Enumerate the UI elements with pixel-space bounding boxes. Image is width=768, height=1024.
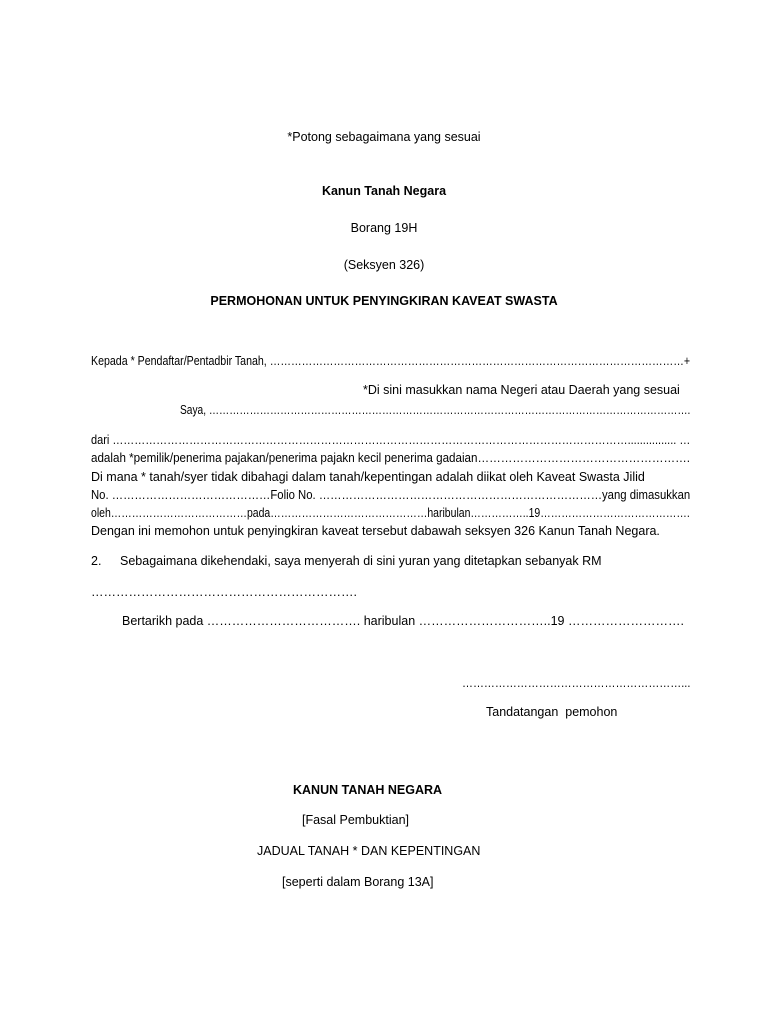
fee-item-number: 2. xyxy=(91,554,102,568)
state-note: *Di sini masukkan nama Negeri atau Daerah yang sesuai xyxy=(363,383,680,397)
paragraph-line: No. ……………………………………Folio No. …………………………………………………………………yang dimasukkan xyxy=(91,488,691,502)
paragraph-line: oleh…………………………………pada………………………………………haribulan……………..19……………………………………. xyxy=(91,506,690,520)
schedule-reference: [seperti dalam Borang 13A] xyxy=(282,875,434,889)
date-line: Bertarikh pada ………………………………. haribulan …………………………..19 ………………………. xyxy=(122,614,684,628)
form-title: PERMOHONAN UNTUK PENYINGKIRAN KAVEAT SWASTA xyxy=(210,294,558,308)
form-number: Borang 19H xyxy=(350,221,418,235)
paragraph-line: adalah *pemilik/penerima pajakan/penerima pajakn kecil penerima gadaian………………………………………………. xyxy=(91,451,690,465)
schedule-title: JADUAL TANAH * DAN KEPENTINGAN xyxy=(257,844,481,858)
applicant-line: Saya, ……………………………………………………………………………………………………………………………. xyxy=(180,403,691,417)
paragraph-line: dari ……………………………………………………………………………………………………………………………................ … xyxy=(91,433,691,447)
cut-note: *Potong sebagaimana yang sesuai xyxy=(287,130,481,144)
fee-amount-blank: ………………………………………………………. xyxy=(91,585,357,599)
act-title: Kanun Tanah Negara xyxy=(321,184,447,198)
addressee-line: Kepada * Pendaftar/Pentadbir Tanah, ………………………………………………………………………………………………………+ xyxy=(91,354,691,368)
section-reference: (Seksyen 326) xyxy=(343,258,425,272)
fee-statement: Sebagaimana dikehendaki, saya menyerah di sini yuran yang ditetapkan sebanyak RM xyxy=(120,554,602,568)
schedule-act-title: KANUN TANAH NEGARA xyxy=(293,783,443,797)
paragraph-line: Dengan ini memohon untuk penyingkiran kaveat tersebut dabawah seksyen 326 Kanun Tanah Negara. xyxy=(91,524,660,538)
signature-line: ……………………………………………………... xyxy=(462,676,691,690)
signature-label: Tandatangan pemohon xyxy=(486,705,618,719)
proof-clause: [Fasal Pembuktian] xyxy=(302,813,409,827)
paragraph-line: Di mana * tanah/syer tidak dibahagi dalam tanah/kepentingan adalah diikat oleh Kaveat Swasta Jilid xyxy=(91,470,645,484)
